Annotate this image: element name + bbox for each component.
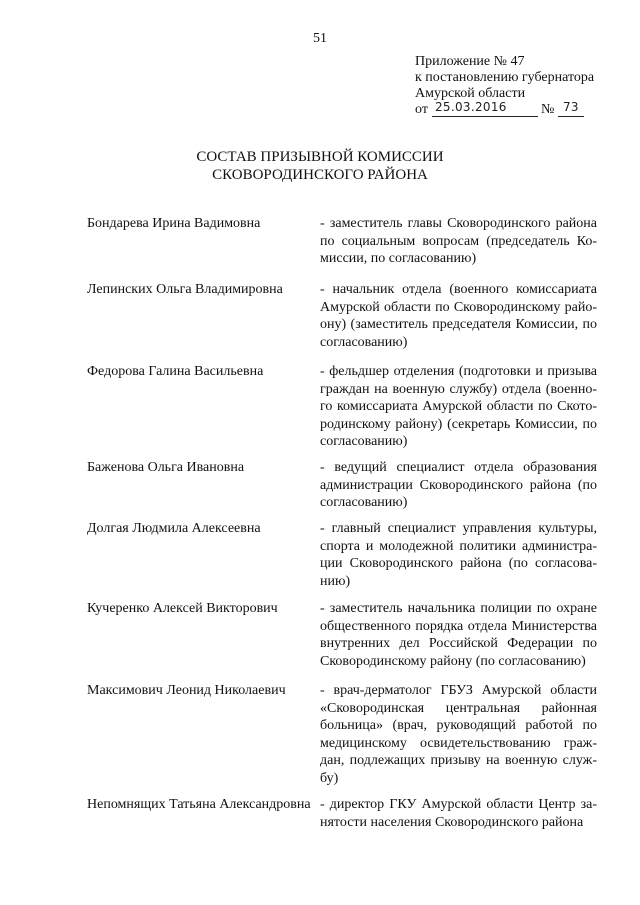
role-line: родинскому району) (секретарь Комиссии, по: [320, 416, 597, 432]
date-value: 25.03.2016: [435, 100, 507, 114]
role-line: - ведущий специалист отдела образования: [320, 460, 597, 475]
role-line: администрации Сковородинского района (по: [320, 477, 597, 493]
member-role: [320, 600, 597, 670]
member-role: [320, 682, 597, 787]
role-line: - фельдшер отделения (подготовки и призыва: [320, 364, 597, 379]
role-line: - заместитель начальника полиции по охране: [320, 601, 597, 616]
member-name: Лепинских Ольга Владимировна: [87, 282, 283, 297]
role-line: согласованию): [320, 334, 408, 350]
member-name: Максимович Леонид Николаевич: [87, 683, 286, 698]
role-line: го комиссариата Амурской области по Ското-: [320, 399, 597, 414]
role-line: общественного порядка отдела Министерства: [320, 618, 597, 634]
role-line: ону) (заместитель председателя Комиссии, по: [320, 317, 597, 332]
title-line-1: СОСТАВ ПРИЗЫВНОЙ КОМИССИИ: [196, 149, 444, 165]
role-line: Амурской области по Сковородинскому райо-: [320, 299, 597, 315]
role-line: дан, подлежащих призыву на военную служ-: [320, 753, 597, 768]
member-role: [320, 796, 597, 831]
role-line: Сковородинскому району (по согласованию): [320, 653, 586, 669]
member-name: Непомнящих Татьяна Александровна: [87, 797, 311, 812]
number-underline: [558, 116, 584, 117]
member-role: [320, 520, 597, 590]
role-line: - врач-дерматолог ГБУЗ Амурской области: [320, 683, 597, 698]
member-role: [320, 363, 597, 451]
role-line: - заместитель главы Сковородинского района: [320, 216, 597, 231]
role-line: согласованию): [320, 434, 408, 449]
role-line: ции Сковородинского района (по согласова-: [320, 556, 597, 571]
appendix-header: [415, 54, 594, 120]
number-value: 73: [563, 100, 579, 114]
number-prefix: №: [541, 102, 555, 117]
role-line: - начальник отдела (военного комиссариата: [320, 282, 597, 297]
role-line: - директор ГКУ Амурской области Центр за-: [320, 797, 597, 812]
member-name: Баженова Ольга Ивановна: [87, 460, 245, 475]
order-date-number: [415, 102, 594, 120]
role-line: бу): [320, 770, 339, 786]
role-line: спорта и молодежной политики администра-: [320, 538, 597, 554]
role-line: нию): [320, 573, 351, 589]
date-underline: [432, 116, 538, 117]
role-line: согласованию): [320, 495, 408, 510]
role-line: граждан на военную службу) отдела (военно-: [320, 381, 597, 397]
member-role: [320, 459, 597, 512]
member-name: Бондарева Ирина Вадимовна: [87, 216, 261, 231]
member-name: Федорова Галина Васильевна: [87, 364, 264, 379]
appendix-region: Амурской области: [415, 86, 526, 101]
member-role: [320, 215, 597, 268]
role-line: нятости населения Сковородинского района: [320, 814, 584, 830]
role-line: медицинскому освидетельствованию граж-: [320, 735, 597, 751]
appendix-resolution: к постановлению губернатора: [415, 70, 595, 85]
role-line: внутренних дел Российской Федерации по: [320, 636, 597, 651]
role-line: «Сковородинская центральная районная: [320, 700, 597, 716]
appendix-number: Приложение № 47: [415, 54, 525, 69]
member-name: Кучеренко Алексей Викторович: [87, 601, 278, 616]
role-line: больница» (врач, руководящий работой по: [320, 718, 597, 733]
document-title: [0, 148, 640, 184]
role-line: - главный специалист управления культуры,: [320, 521, 597, 536]
date-prefix: от: [415, 102, 428, 117]
member-role: [320, 281, 597, 351]
member-name: Долгая Людмила Алексеевна: [87, 521, 261, 536]
role-line: по социальным вопросам (председатель Ко-: [320, 233, 597, 249]
title-line-2: СКОВОРОДИНСКОГО РАЙОНА: [212, 167, 428, 183]
role-line: миссии, по согласованию): [320, 251, 477, 266]
page-number: 51: [313, 31, 327, 46]
